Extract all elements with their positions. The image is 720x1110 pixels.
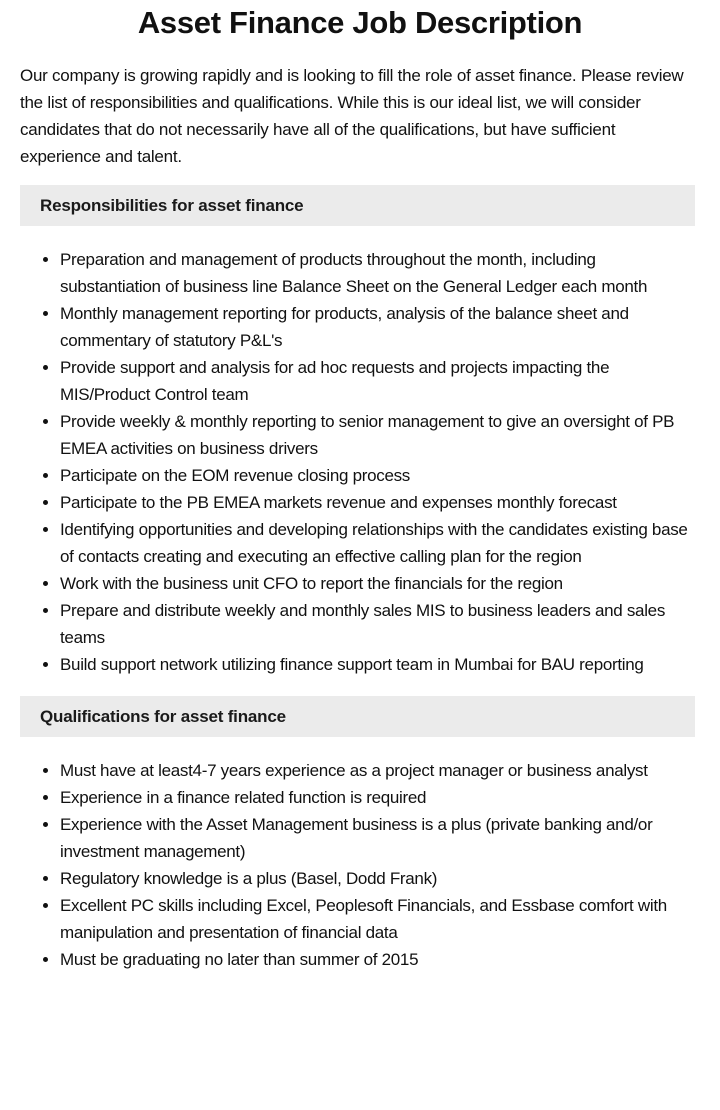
list-item: • Participate to the PB EMEA markets revenue and expenses monthly forecast — [60, 489, 695, 516]
list-item: • Provide weekly & monthly reporting to senior management to give an oversight of PB EMEA activities on business drivers — [60, 408, 695, 462]
responsibilities-list — [20, 246, 695, 678]
list-item: • Identifying opportunities and developing relationships with the candidates existing base of contacts creating and executing an effective calling plan for the region — [60, 516, 695, 570]
list-item: • Must have at least4-7 years experience as a project manager or business analyst — [60, 757, 695, 784]
list-item: • Excellent PC skills including Excel, Peoplesoft Financials, and Essbase comfort with manipulation and presentation of financial data — [60, 892, 695, 946]
list-item: • Must be graduating no later than summer of 2015 — [60, 946, 695, 973]
list-item: • Provide support and analysis for ad hoc requests and projects impacting the MIS/Product Control team — [60, 354, 695, 408]
list-item: • Participate on the EOM revenue closing process — [60, 462, 695, 489]
list-item: • Experience in a finance related function is required — [60, 784, 695, 811]
list-item: • Monthly management reporting for products, analysis of the balance sheet and commentary of statutory P&L's — [60, 300, 695, 354]
list-item: • Prepare and distribute weekly and monthly sales MIS to business leaders and sales teams — [60, 597, 695, 651]
qualifications-list — [20, 757, 695, 973]
list-item: • Work with the business unit CFO to report the financials for the region — [60, 570, 695, 597]
list-item: • Experience with the Asset Management business is a plus (private banking and/or investment management) — [60, 811, 695, 865]
responsibilities-heading: Responsibilities for asset finance — [20, 185, 695, 226]
qualifications-heading: Qualifications for asset finance — [20, 696, 695, 737]
list-item: • Build support network utilizing finance support team in Mumbai for BAU reporting — [60, 651, 695, 678]
list-item: • Preparation and management of products throughout the month, including substantiation of business line Balance Sheet on the General Ledger each month — [60, 246, 695, 300]
intro-paragraph: Our company is growing rapidly and is looking to fill the role of asset finance. Please review the list of responsibilities and qualifications. While this is our ideal list, we will consider candidates that do not necessarily have all of the qualifications, but have sufficient experience and talent. — [20, 66, 684, 166]
list-item: • Regulatory knowledge is a plus (Basel, Dodd Frank) — [60, 865, 695, 892]
page-title: Asset Finance Job Description — [137, 5, 583, 40]
